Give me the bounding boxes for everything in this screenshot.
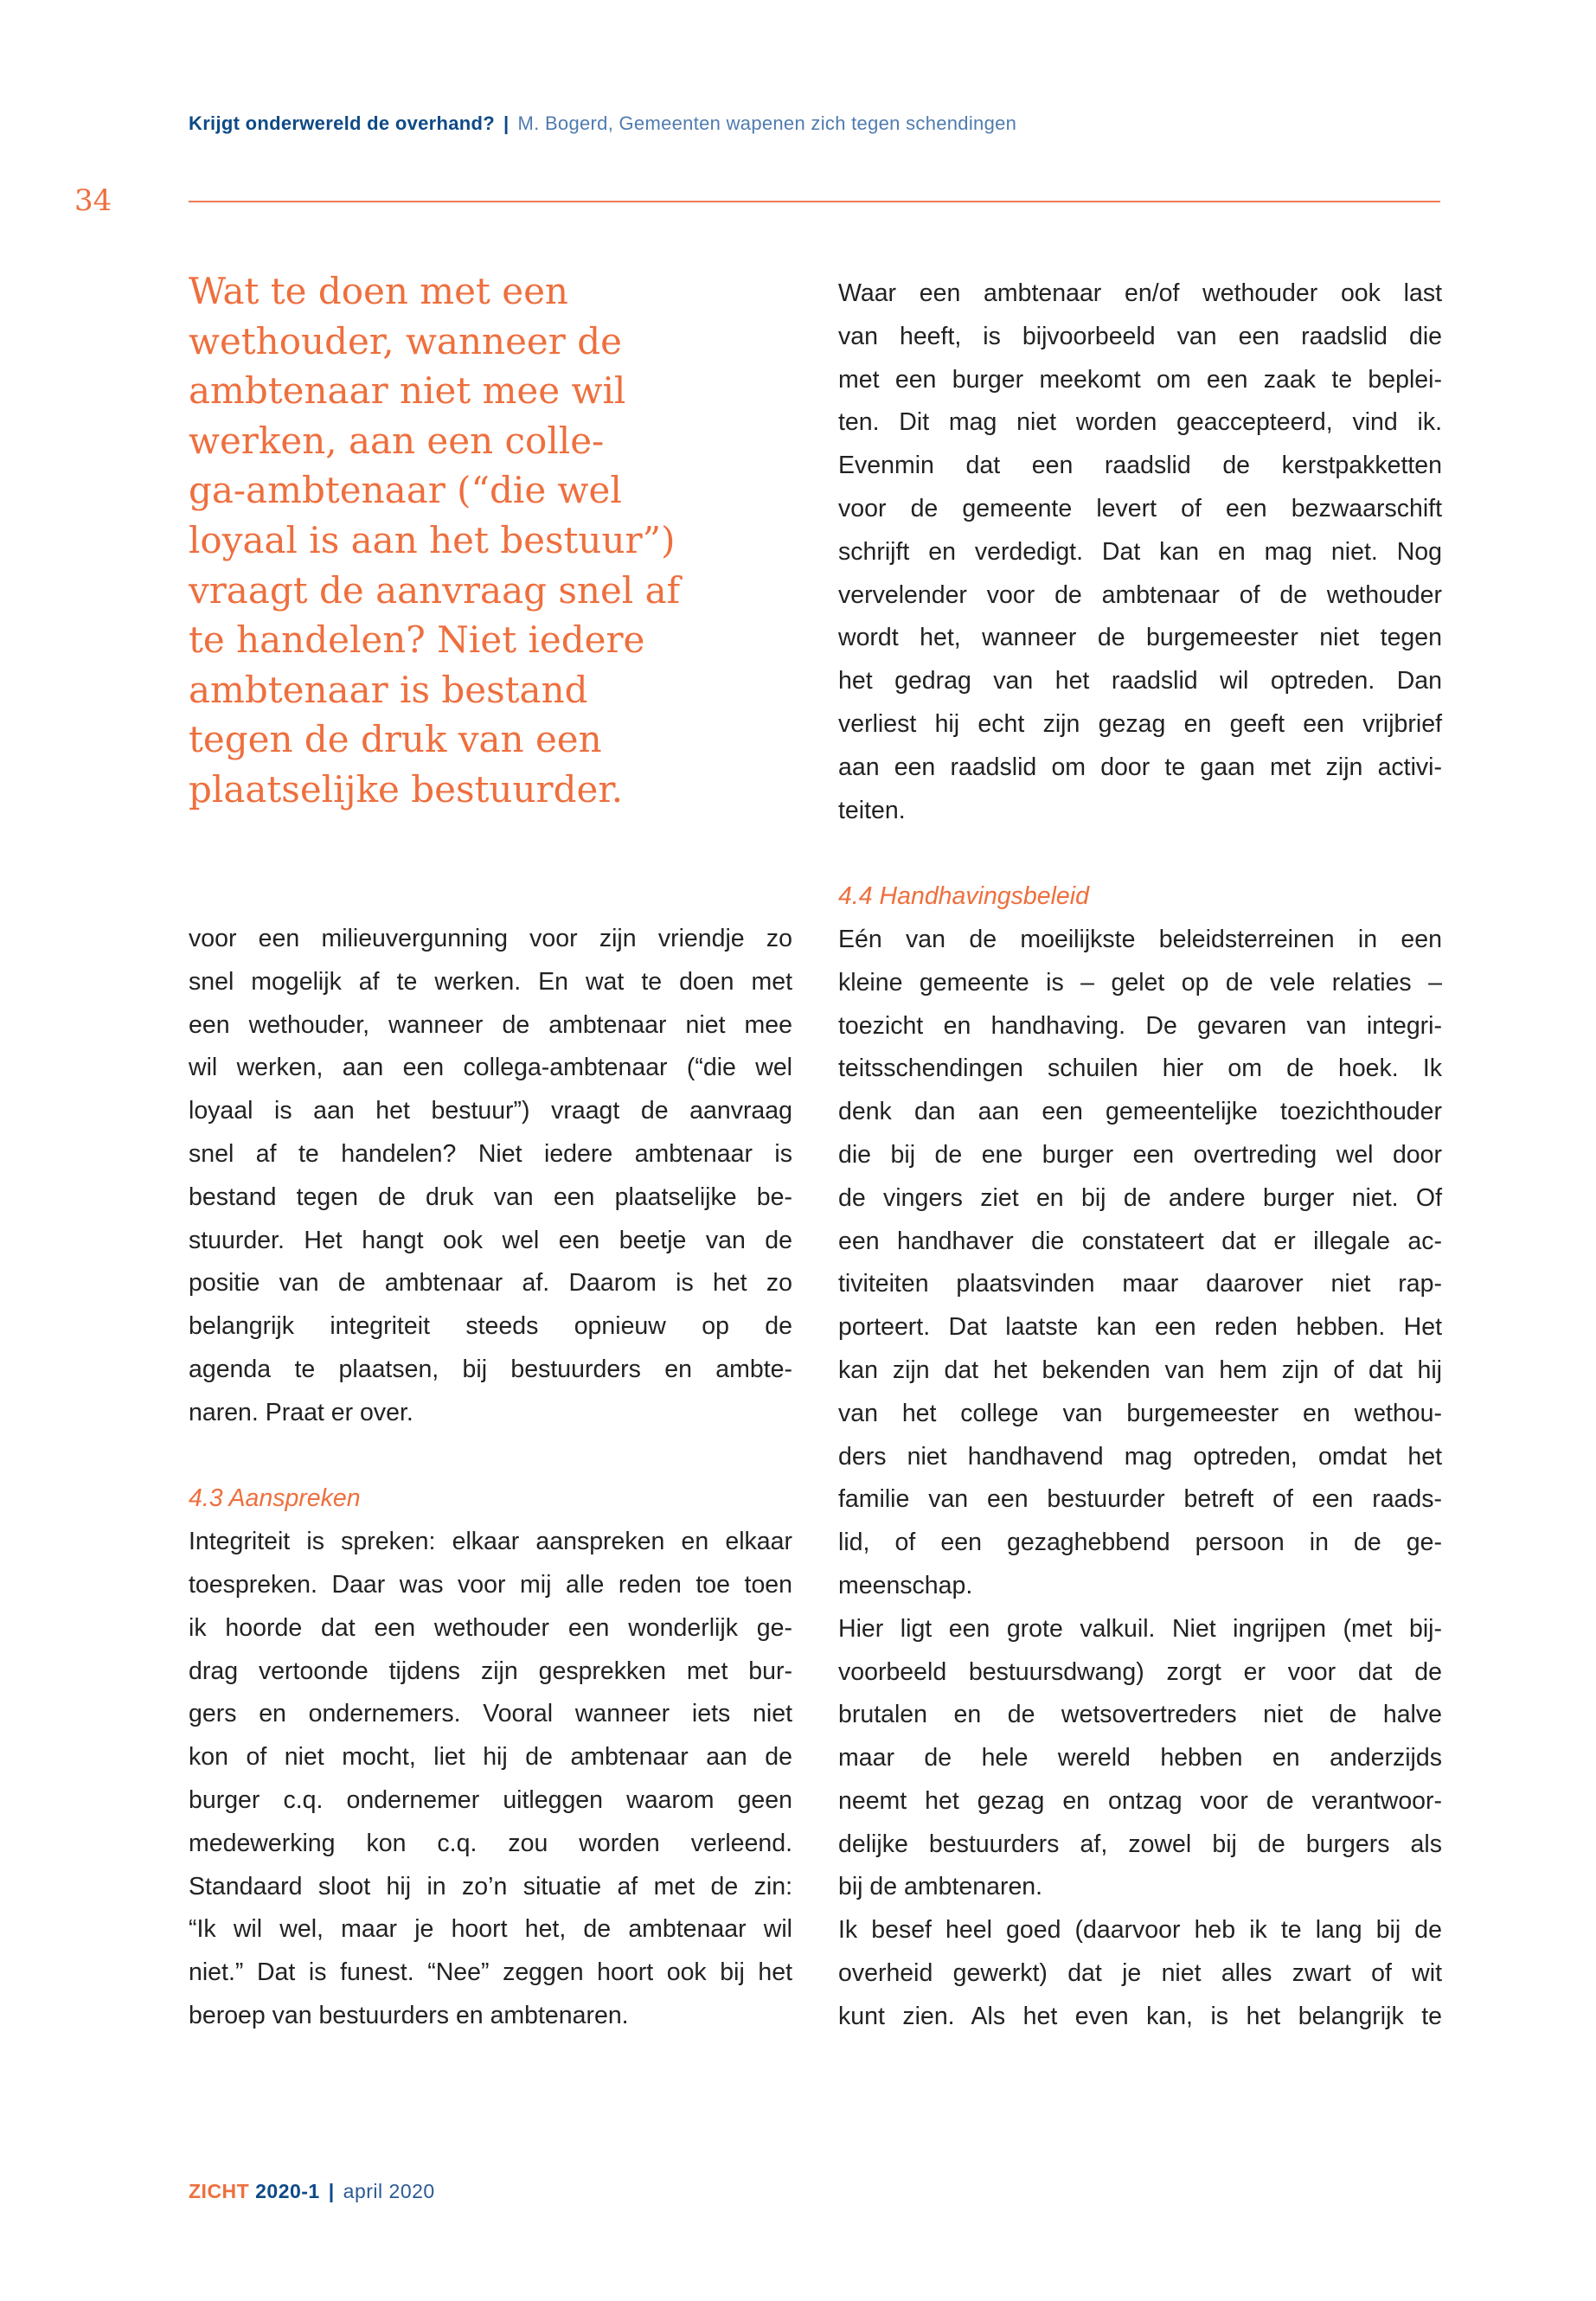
header-separator: | <box>503 112 510 134</box>
body-line: snel mogelijk af te werken. En wat te doen met <box>189 967 792 996</box>
pull-quote-line: loyaal is aan het bestuur”) <box>189 518 676 561</box>
body-line: van het college van burgemeester en wethou- <box>838 1399 1442 1427</box>
body-line: porteert. Dat laatste kan een reden hebben. Het <box>838 1313 1442 1342</box>
pull-quote-line: Wat te doen met een <box>189 270 568 312</box>
body-line: kunt zien. Als het even kan, is het belangrijk te <box>838 2002 1442 2030</box>
body-line: bij de ambtenaren. <box>838 1873 1043 1901</box>
header-title: Krijgt onderwereld de overhand? <box>189 112 496 134</box>
footer-magazine: ZICHT <box>189 2180 250 2202</box>
body-line: naren. Praat er over. <box>189 1398 413 1426</box>
body-line: drag vertoonde tijdens zijn gesprekken met bur- <box>189 1657 792 1685</box>
body-line: “Ik wil wel, maar je hoort het, de ambtenaar wil <box>189 1915 792 1944</box>
body-line: bestand tegen de druk van een plaatselijke be- <box>189 1183 792 1211</box>
body-line: positie van de ambtenaar af. Daarom is het zo <box>189 1269 792 1298</box>
page-number: 34 <box>74 183 112 218</box>
body-line: snel af te handelen? Niet iedere ambtenaar is <box>189 1139 792 1168</box>
body-line: vervelender voor de ambtenaar of de wethouder <box>838 580 1442 609</box>
body-line: burger c.q. ondernemer uitleggen waarom geen <box>189 1785 792 1814</box>
body-line: kon of niet mocht, liet hij de ambtenaar aan de <box>189 1743 792 1772</box>
body-line: teitsschendingen schuilen hier om de hoek. Ik <box>838 1054 1442 1083</box>
body-line: een handhaver die constateert dat er illegale ac- <box>838 1227 1442 1255</box>
pull-quote-line: tegen de druk van een <box>189 718 602 761</box>
pull-quote-line: plaatselijke bestuurder. <box>189 767 624 811</box>
body-line: Integriteit is spreken: elkaar aanspreken en elkaar <box>189 1528 792 1556</box>
body-line: voor een milieuvergunning voor zijn vriendje zo <box>189 925 792 952</box>
body-line: delijke bestuurders af, zowel bij de burgers als <box>838 1830 1442 1858</box>
header-rule <box>189 201 1440 202</box>
body-line: brutalen en de wetsovertreders niet de halve <box>838 1701 1442 1729</box>
pull-quote-line: ga-ambtenaar (“die wel <box>189 469 622 512</box>
body-line: aan een raadslid om door te gaan met zijn activi- <box>838 753 1442 781</box>
body-line: belangrijk integriteit steeds opnieuw op de <box>189 1312 792 1341</box>
body-line: met een burger meekomt om een zaak te beplei- <box>838 365 1442 394</box>
footer <box>189 2180 435 2203</box>
body-line: wil werken, aan een collega-ambtenaar (“die wel <box>189 1054 792 1082</box>
body-line: wordt het, wanneer de burgemeester niet tegen <box>838 624 1442 652</box>
body-line: Evenmin dat een raadslid de kerstpakketten <box>838 452 1442 480</box>
body-line: maar de hele wereld hebben en anderzijds <box>838 1744 1442 1772</box>
body-line: schrijft en verdedigt. Dat kan en mag niet. Nog <box>838 537 1442 566</box>
body-line: meenschap. <box>838 1571 973 1599</box>
body-line: toezicht en handhaving. De gevaren van integri- <box>838 1011 1442 1040</box>
body-line: lid, of een gezaghebbend persoon in de ge- <box>838 1529 1442 1557</box>
body-line: niet.” Dat is funest. “Nee” zeggen hoort ook bij het <box>189 1958 792 1987</box>
pull-quote-line: vraagt de aanvraag snel af <box>189 568 681 612</box>
body-line: agenda te plaatsen, bij bestuurders en ambte- <box>189 1355 792 1383</box>
body-line: voor de gemeente levert of een bezwaarschift <box>838 494 1442 522</box>
pull-quote <box>189 266 777 815</box>
footer-separator: | <box>328 2180 335 2202</box>
body-line: de vingers ziet en bij de andere burger niet. Of <box>838 1183 1442 1212</box>
body-line: tiviteiten plaatsvinden maar daarover niet rap- <box>838 1270 1442 1298</box>
body-line <box>189 1435 792 1478</box>
body-line: Eén van de moeilijkste beleidsterreinen in een <box>838 925 1442 953</box>
pull-quote-line: ambtenaar niet mee wil <box>189 369 626 413</box>
pull-quote-line: wethouder, wanneer de <box>189 319 622 362</box>
pull-quote-line: ambtenaar is bestand <box>189 668 588 711</box>
body-line: die bij de ene burger een overtreding wel door <box>838 1140 1442 1169</box>
footer-issue: 2020-1 <box>255 2180 320 2202</box>
body-line: ik hoorde dat een wethouder een wonderlijk ge- <box>189 1613 792 1642</box>
body-line: Hier ligt een grote valkuil. Niet ingrijpen (met bij- <box>838 1614 1442 1643</box>
section-heading: 4.3 Aanspreken <box>189 1484 361 1513</box>
body-line: ten. Dit mag niet worden geaccepteerd, vind ik. <box>838 408 1442 437</box>
body-line: Ik besef heel goed (daarvoor heb ik te lang bij de <box>838 1916 1442 1945</box>
body-line: gers en ondernemers. Vooral wanneer iets niet <box>189 1700 792 1728</box>
footer-date: april 2020 <box>343 2180 435 2202</box>
body-line: loyaal is aan het bestuur”) vraagt de aanvraag <box>189 1097 792 1125</box>
body-line: kleine gemeente is – gelet op de vele relaties – <box>838 968 1442 997</box>
body-line: neemt het gezag en ontzag voor de verantwoor- <box>838 1786 1442 1815</box>
running-header <box>189 112 1016 135</box>
body-line: familie van een bestuurder betreft of een raads- <box>838 1485 1442 1514</box>
body-line: Waar een ambtenaar en/of wethouder ook last <box>838 279 1442 307</box>
body-line: kan zijn dat het bekenden van hem zijn of dat hij <box>838 1356 1442 1384</box>
body-line: verliest hij echt zijn gezag en geeft een vrijbrief <box>838 709 1442 738</box>
body-line: ders niet handhavend mag optreden, omdat het <box>838 1442 1442 1471</box>
body-line: Standaard sloot hij in zo’n situatie af met de zin: <box>189 1872 792 1900</box>
body-line: medewerking kon c.q. zou worden verleend. <box>189 1829 792 1857</box>
body-line: toespreken. Daar was voor mij alle reden toe toen <box>189 1570 792 1599</box>
body-line: denk dan aan een gemeentelijke toezichthouder <box>838 1098 1442 1126</box>
body-line: overheid gewerkt) dat je niet alles zwart of wit <box>838 1959 1442 1988</box>
body-line: van heeft, is bijvoorbeeld van een raadslid die <box>838 322 1442 350</box>
body-line: het gedrag van het raadslid wil optreden. Dan <box>838 667 1442 695</box>
right-column <box>838 272 1442 2039</box>
pull-quote-line: werken, aan een colle- <box>189 419 605 462</box>
section-heading: 4.4 Handhavingsbeleid <box>838 882 1089 911</box>
body-line <box>838 832 1442 875</box>
body-line: voorbeeld bestuursdwang) zorgt er voor dat de <box>838 1657 1442 1686</box>
body-line: teiten. <box>838 796 906 824</box>
left-column <box>189 918 792 2038</box>
body-line: beroep van bestuurders en ambtenaren. <box>189 2001 629 2029</box>
header-subtitle: M. Bogerd, Gemeenten wapenen zich tegen schendingen <box>517 112 1017 134</box>
pull-quote-line: te handelen? Niet iedere <box>189 619 645 662</box>
body-line: een wethouder, wanneer de ambtenaar niet mee <box>189 1010 792 1039</box>
body-line: stuurder. Het hangt ook wel een beetje van de <box>189 1226 792 1254</box>
